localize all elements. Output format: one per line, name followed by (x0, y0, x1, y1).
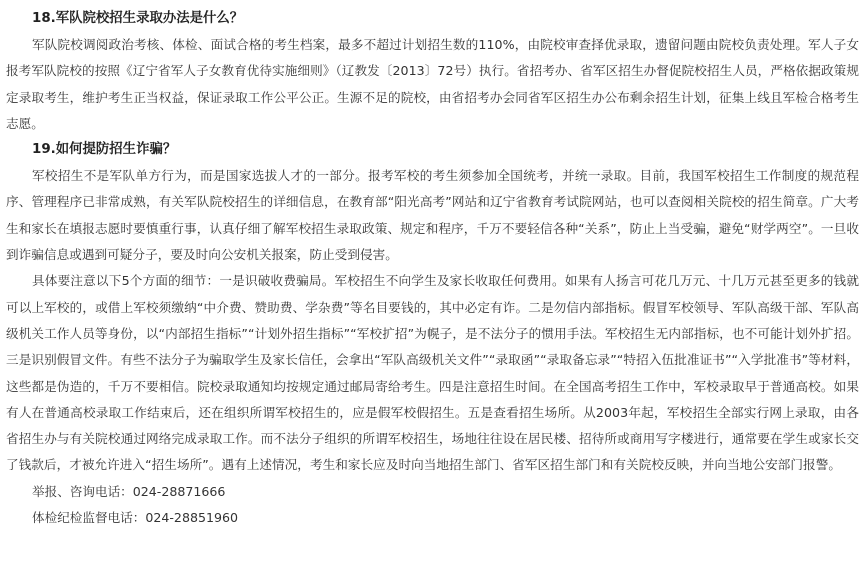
contact-report-phone: 举报、咨询电话：024-28871666 (32, 483, 226, 499)
section-heading-18: 18.军队院校招生录取办法是什么？ (32, 11, 244, 26)
paragraph-fraud-overview: 军校招生不是军队单方行为，而是国家选拔人才的一部分。报考军校的考生须参加全国统考，并统一录取。目前，我国军校招生工作制度的规范程序、管理程序已非常成熟，有关军队院校招生的详细信息，在教育部“阳光高考”网站和辽宁省教育考试院网站，也可以查阅相关院校的招生简章。广大考生和家长在填报志愿时要慎重行事，认真仔细了解军校招生录取政策、规定和程序，千万不要轻信各种“关系”，防止上当受骗，避免“财学两空”。一旦收到诈骗信息或遇到可疑分子，要及时向公安机关报案，防止受到侵害。 (6, 168, 859, 263)
paragraph-admission-method: 军队院校调阅政治考核、体检、面试合格的考生档案，最多不超过计划招生数的110%，由院校审查择优录取，遗留问题由院校负责处理。军人子女报考军队院校的按照《辽宁省军人子女教育优待实施细则》（辽教发〔2013〕72号）执行。省招考办、省军区招生办督促院校招生人员，严格依据政策规定录取考生，维护考生正当权益，保证录取工作公平公正。生源不足的院校，由省招考办会同省军区招生办公布剩余招生计划，征集上线且军检合格考生志愿。 (6, 37, 859, 131)
section-heading-19: 19.如何提防招生诈骗？ (32, 142, 177, 158)
paragraph-fraud-details: 具体要注意以下5个方面的细节：一是识破收费骗局。军校招生不向学生及家长收取任何费用。如果有人扬言可花几万元、十几万元甚至更多的钱就可以上军校的，或借上军校须缴纳“中介费、赞助费、学杂费”等名目要钱的，其中必定有诈。二是勿信内部指标。假冒军校领导、军队高级干部、军队高级机关工作人员等身份，以“内部招生指标”“计划外招生指标”“军校扩招”为幌子，是不法分子的惯用手法。军校招生无内部指标，也不可能计划外扩招。三是识别假冒文件。有些不法分子为骗取学生及家长信任，会拿出“军队高级机关文件”“录取函”“录取备忘录”“特招入伍批准证书”“入学批准书”等材料，这些都是伪造的，千万不要相信。院校录取通知均按规定通过邮局寄给考生。四是注意招生时间。在全国高考招生工作中，军校录取早于普通高校。如果有人在普通高校录取工作结束后，还在组织所谓军校招生的，应是假军校假招生。五是查看招生场所。从2003年起，军校招生全部实行网上录取，由各省招生办与有关院校通过网络完成录取工作。而不法分子组织的所谓军校招生，场地往往设在居民楼、招待所或商用写字楼进行，通常要在学生或家长交了钱款后，才被允许进入“招生场所”。遇有上述情况，考生和家长应及时向当地招生部门、省军区招生部门和有关院校反映，并向当地公安部门报警。 (6, 273, 859, 473)
contact-supervision-phone: 体检纪检监督电话：024-28851960 (32, 510, 239, 526)
